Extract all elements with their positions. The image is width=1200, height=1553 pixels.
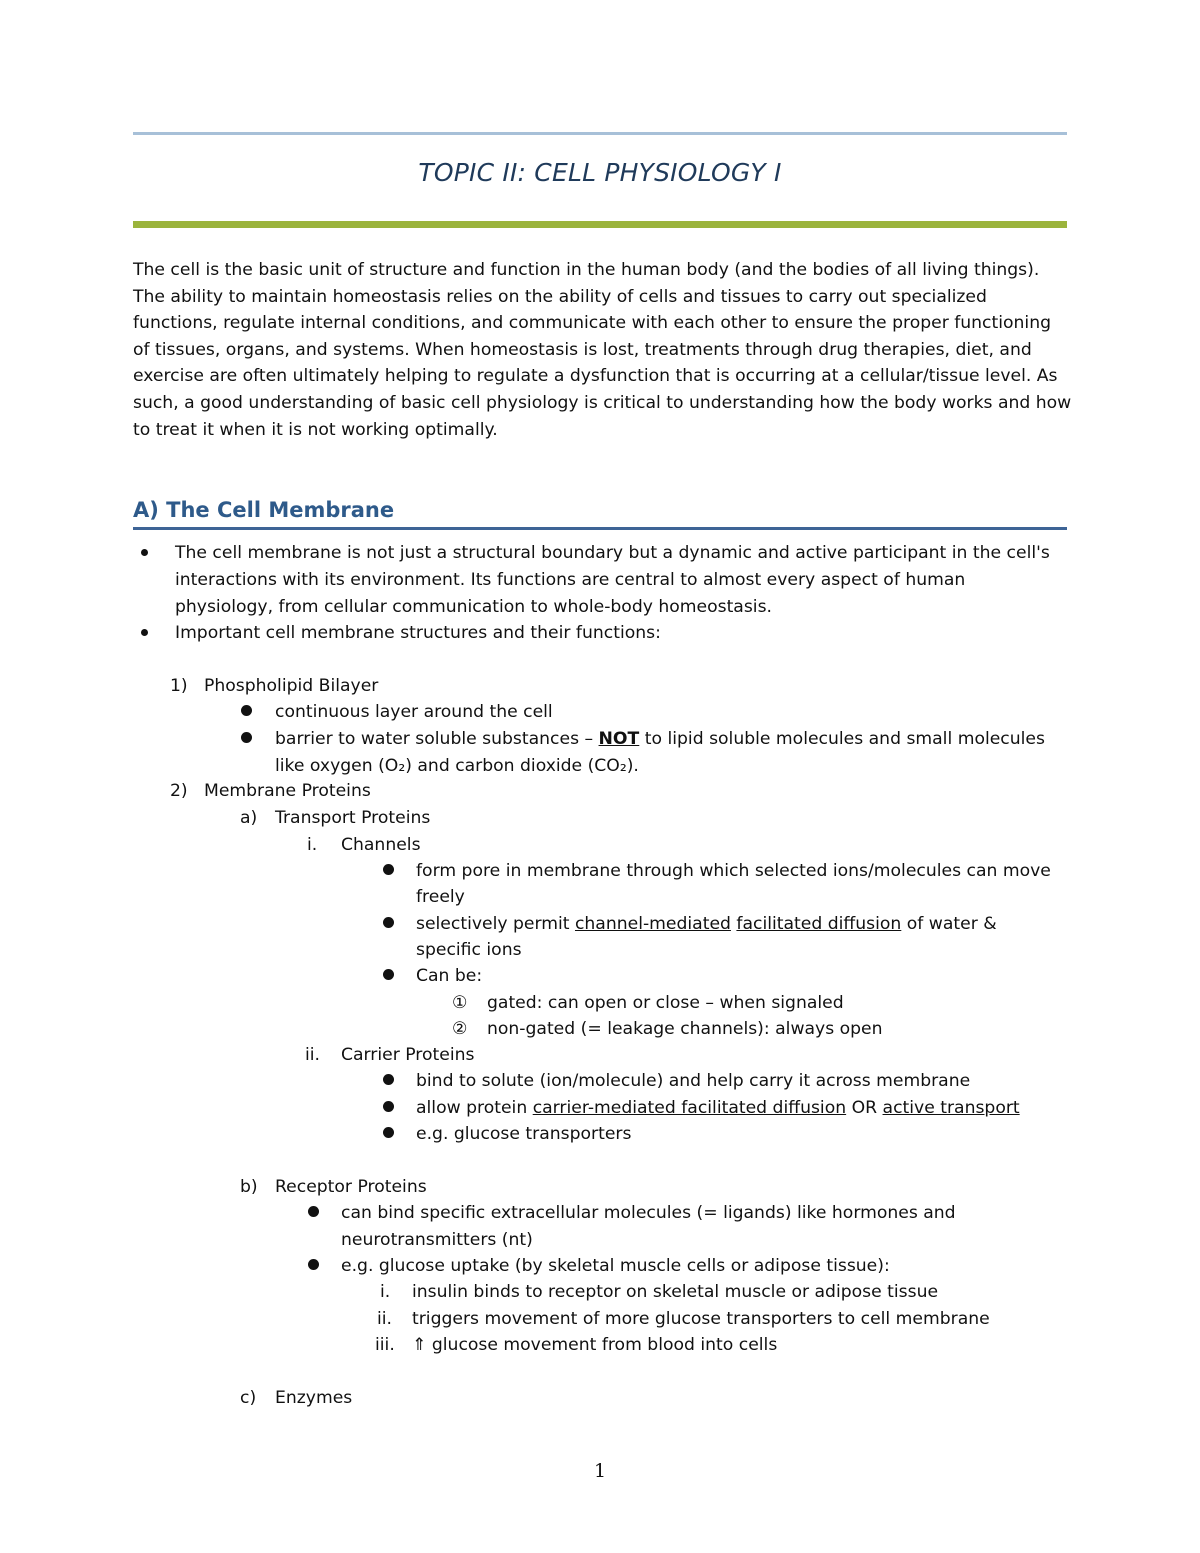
list-item-label: Enzymes (275, 1388, 353, 1408)
bullet-text: form pore in membrane through which selected ions/molecules can move (416, 861, 1051, 881)
term-active-transport: active transport (882, 1098, 1020, 1118)
bullet-marker (141, 629, 148, 636)
bullet-marker (383, 864, 394, 875)
list-roman: i. (380, 1282, 391, 1302)
text-span: OR (846, 1098, 883, 1118)
term-channel-mediated: channel-mediated (574, 914, 731, 934)
bullet-text: like oxygen (O₂) and carbon dioxide (CO₂). (275, 756, 639, 776)
bullet-marker (383, 1127, 394, 1138)
bullet-text: physiology, from cellular communication to whole-body homeostasis. (175, 597, 772, 617)
bullet-marker (241, 732, 252, 743)
bullet-marker (141, 549, 148, 556)
title-underline (133, 221, 1067, 228)
page-title: TOPIC II: CELL PHYSIOLOGY I (418, 158, 782, 187)
page-number: 1 (593, 1460, 607, 1482)
bullet-text: bind to solute (ion/molecule) and help carry it across membrane (416, 1071, 971, 1091)
bullet-text (416, 1095, 1020, 1121)
list-letter: c) (240, 1388, 257, 1408)
list-item-label: Carrier Proteins (341, 1045, 475, 1065)
bullet-marker (383, 969, 394, 980)
bullet-text: can bind specific extracellular molecules (= ligands) like hormones and (341, 1203, 956, 1223)
bullet-text: Important cell membrane structures and their functions: (175, 623, 661, 643)
list-roman: ii. (305, 1045, 321, 1065)
bullet-text: freely (416, 887, 465, 907)
bullet-text: insulin binds to receptor on skeletal muscle or adipose tissue (412, 1282, 939, 1302)
bullet-text: triggers movement of more glucose transporters to cell membrane (412, 1309, 990, 1329)
list-item-label: Phospholipid Bilayer (204, 676, 379, 696)
list-number: 1) (170, 676, 188, 696)
circled-number: ② (452, 1019, 468, 1039)
text-span: to lipid soluble molecules and small molecules (639, 729, 1045, 749)
bullet-text: Can be: (416, 966, 483, 986)
bullet-text: gated: can open or close – when signaled (487, 993, 844, 1013)
bullet-marker (241, 705, 252, 716)
bullet-text: The cell membrane is not just a structural boundary but a dynamic and active participant in the cell's (175, 543, 1050, 563)
list-roman: iii. (375, 1335, 395, 1355)
text-span: barrier to water soluble substances – (275, 729, 599, 749)
list-number: 2) (170, 781, 188, 801)
intro-paragraph: The cell is the basic unit of structure and function in the human body (and the bodies of all living things). The ability to maintain homeostasis relies on the ability of cells and tissues to carry out specialized functions, regulate internal conditions, and communicate with each other to ensure the proper functioning of tissues, organs, and systems. When homeostasis is lost, treatments through drug therapies, diet, and exercise are often ultimately helping to regulate a dysfunction that is occurring at a cellular/tissue level. As such, a good understanding of basic cell physiology is critical to understanding how the body works and how to treat it when it is not working optimally. (133, 260, 1072, 440)
bullet-text (275, 726, 1045, 752)
text-span: of water & (901, 914, 997, 934)
list-roman: i. (307, 835, 318, 855)
list-item-label: Membrane Proteins (204, 781, 371, 801)
bullet-text: e.g. glucose uptake (by skeletal muscle cells or adipose tissue): (341, 1256, 890, 1276)
list-item-label: Channels (341, 835, 421, 855)
bullet-text: interactions with its environment. Its functions are central to almost every aspect of human (175, 570, 966, 590)
bullet-marker (383, 1101, 394, 1112)
bullet-marker (308, 1206, 319, 1217)
bullet-marker (308, 1259, 319, 1270)
emphasis-not: NOT (598, 729, 640, 749)
bullet-text: specific ions (416, 940, 522, 960)
bullet-text: neurotransmitters (nt) (341, 1230, 533, 1250)
bullet-marker (383, 1074, 394, 1085)
text-span: allow protein (416, 1098, 533, 1118)
text-span: selectively permit (416, 914, 575, 934)
bullet-text (416, 911, 997, 937)
bullet-text: non-gated (= leakage channels): always open (487, 1019, 883, 1039)
bullet-text: continuous layer around the cell (275, 702, 553, 722)
section-divider (133, 527, 1067, 530)
list-item-label: Receptor Proteins (275, 1177, 427, 1197)
list-roman: ii. (377, 1309, 393, 1329)
list-letter: b) (240, 1177, 258, 1197)
list-letter: a) (240, 808, 258, 828)
circled-number: ① (452, 993, 468, 1013)
section-heading: A) The Cell Membrane (133, 498, 395, 522)
list-item-label: Transport Proteins (275, 808, 431, 828)
bullet-text: ⇑ glucose movement from blood into cells (412, 1335, 778, 1355)
top-divider (133, 132, 1067, 135)
term-facilitated-diffusion: facilitated diffusion (736, 914, 902, 934)
bullet-text: e.g. glucose transporters (416, 1124, 632, 1144)
bullet-marker (383, 917, 394, 928)
term-carrier-mediated: carrier-mediated facilitated diffusion (532, 1098, 847, 1118)
